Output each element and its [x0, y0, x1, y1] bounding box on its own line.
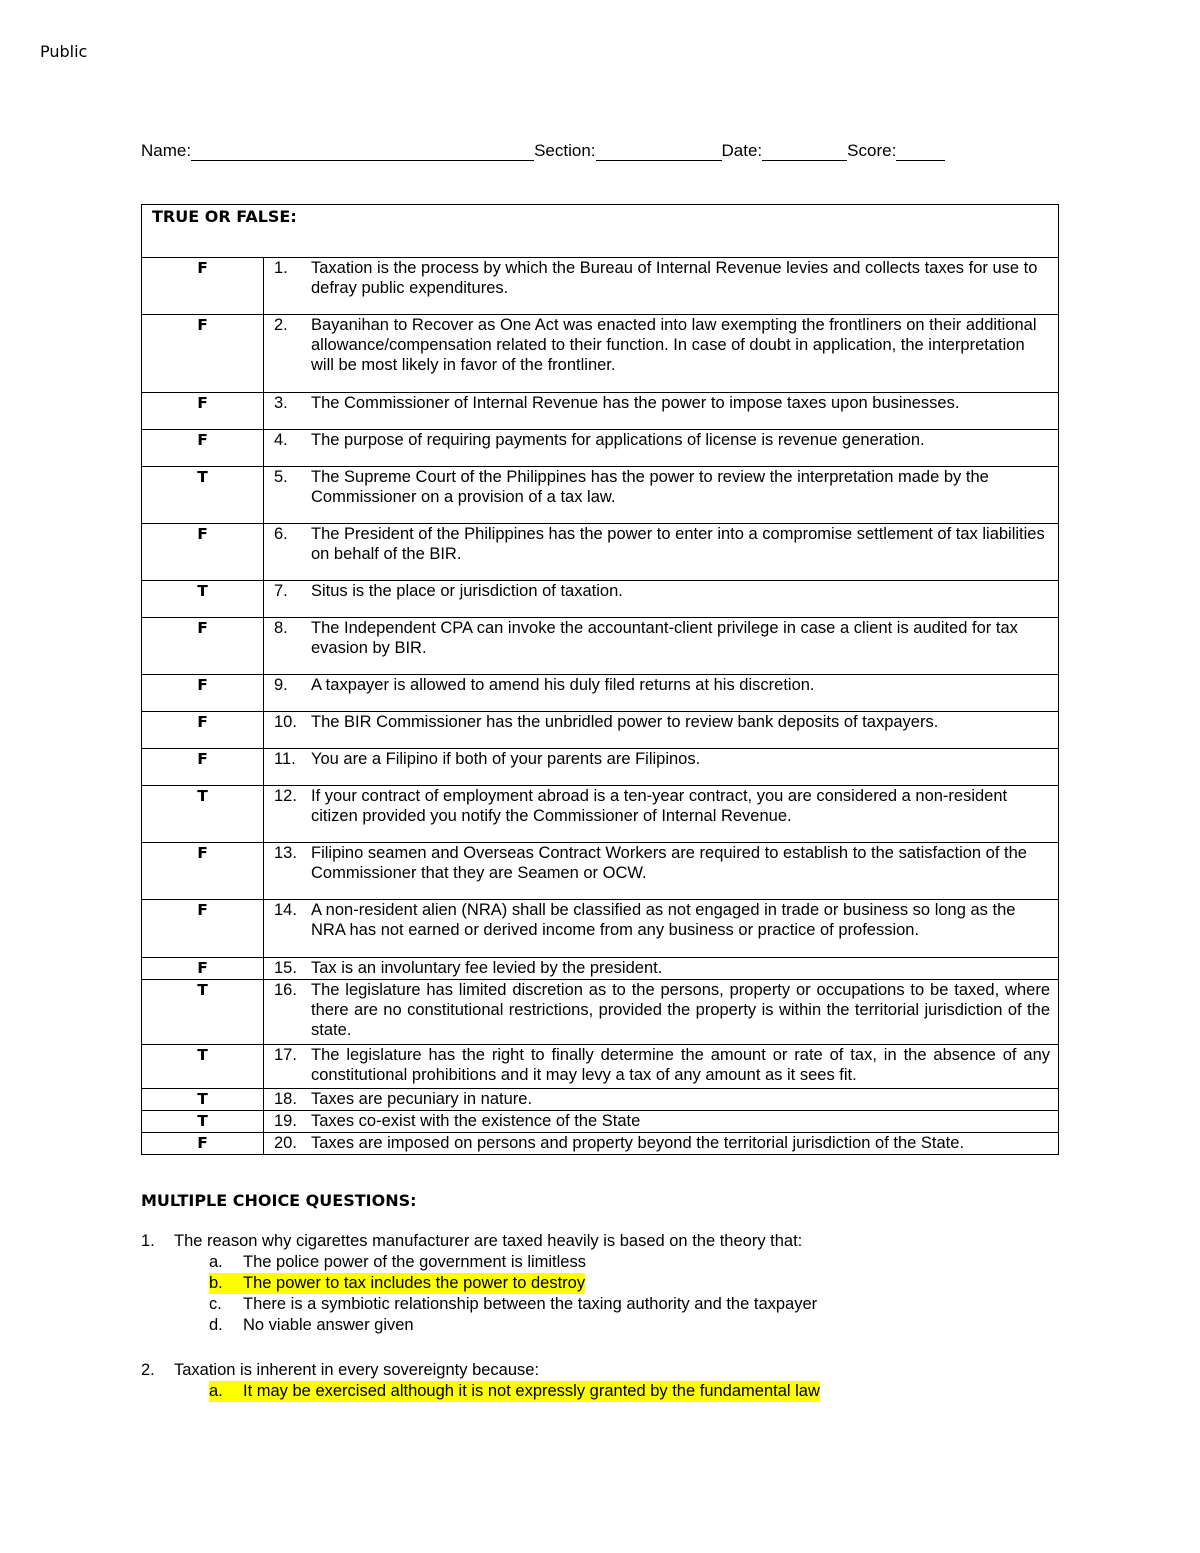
name-blank[interactable] — [191, 142, 534, 161]
mc-option-letter: c. — [209, 1295, 222, 1313]
tf-number: 15. — [274, 959, 297, 977]
tf-row — [142, 1111, 1059, 1133]
tf-answer: T — [142, 786, 264, 843]
mc-option-text: There is a symbiotic relationship between the taxing authority and the taxpayer — [243, 1295, 818, 1313]
date-blank[interactable] — [762, 142, 847, 161]
mc-question-text: Taxation is inherent in every sovereignty because: — [174, 1361, 540, 1379]
score-blank[interactable] — [896, 142, 945, 161]
tf-statement: The legislature has the right to finally determine the amount or rate of tax, in the absence of any constitutional prohibitions and it may levy a tax of any amount as it sees fit. — [311, 1046, 1050, 1084]
tf-answer: T — [142, 1045, 264, 1089]
tf-statement: The purpose of requiring payments for applications of license is revenue generation. — [311, 431, 925, 449]
tf-row — [142, 618, 1059, 675]
tf-number: 1. — [274, 259, 288, 277]
tf-row — [142, 980, 1059, 1045]
tf-row — [142, 430, 1059, 467]
tf-number: 14. — [274, 901, 297, 919]
tf-statement: Taxes are imposed on persons and property beyond the territorial jurisdiction of the State. — [311, 1134, 965, 1152]
tf-row — [142, 315, 1059, 393]
tf-answer: T — [142, 467, 264, 524]
tf-number: 17. — [274, 1046, 297, 1064]
tf-number: 7. — [274, 582, 288, 600]
tf-statement: Bayanihan to Recover as One Act was enacted into law exempting the frontliners on their additional allowance/compensation related to their function. In case of doubt in application, the interpretation will be most likely in favor of the frontliner. — [311, 316, 1037, 374]
tf-number: 5. — [274, 468, 288, 486]
student-info-line — [141, 141, 945, 161]
tf-answer: T — [142, 1089, 264, 1111]
tf-statement: The Supreme Court of the Philippines has the power to review the interpretation made by the Commissioner on a provision of a tax law. — [311, 468, 989, 506]
tf-row — [142, 843, 1059, 900]
tf-number: 18. — [274, 1090, 297, 1108]
tf-statement: Tax is an involuntary fee levied by the president. — [311, 959, 663, 977]
tf-answer: F — [142, 1133, 264, 1155]
mc-option-text: The police power of the government is limitless — [243, 1253, 586, 1271]
tf-number: 13. — [274, 844, 297, 862]
mc-option-letter: b. — [209, 1274, 223, 1292]
tf-answer: F — [142, 430, 264, 467]
tf-number: 12. — [274, 787, 297, 805]
mc-option — [209, 1294, 1061, 1315]
tf-number: 11. — [274, 750, 296, 768]
tf-row — [142, 786, 1059, 843]
tf-row — [142, 581, 1059, 618]
tf-row — [142, 1045, 1059, 1089]
mc-option-letter: a. — [209, 1382, 223, 1400]
tf-answer: F — [142, 958, 264, 980]
tf-answer: F — [142, 712, 264, 749]
mc-question — [141, 1231, 1061, 1252]
tf-row — [142, 749, 1059, 786]
tf-row — [142, 1133, 1059, 1155]
answer-highlight — [209, 1381, 820, 1402]
multiple-choice-title: MULTIPLE CHOICE QUESTIONS: — [141, 1191, 417, 1210]
tf-statement: A non-resident alien (NRA) shall be classified as not engaged in trade or business so long as the NRA has not earned or derived income from any business or practice of profession. — [311, 901, 1016, 939]
tf-answer: F — [142, 900, 264, 958]
tf-statement: The Commissioner of Internal Revenue has the power to impose taxes upon businesses. — [311, 394, 960, 412]
multiple-choice-section — [141, 1190, 1061, 1402]
tf-row — [142, 467, 1059, 524]
tf-statement: A taxpayer is allowed to amend his duly filed returns at his discretion. — [311, 676, 815, 694]
mc-option-text: It may be exercised although it is not expressly granted by the fundamental law — [243, 1382, 820, 1400]
tf-number: 8. — [274, 619, 288, 637]
tf-number: 9. — [274, 676, 288, 694]
true-false-table — [141, 204, 1059, 1155]
classification-label: Public — [40, 42, 88, 61]
mc-question-number: 2. — [141, 1361, 155, 1379]
mc-option-letter: d. — [209, 1316, 223, 1334]
mc-option-highlighted — [209, 1273, 1061, 1294]
mc-option-text: The power to tax includes the power to destroy — [243, 1274, 586, 1292]
mc-option — [209, 1315, 1061, 1336]
mc-question-number: 1. — [141, 1232, 155, 1250]
tf-row — [142, 900, 1059, 958]
tf-statement: Filipino seamen and Overseas Contract Workers are required to establish to the satisfaction of the Commissioner that they are Seamen or OCW. — [311, 844, 1027, 882]
tf-number: 20. — [274, 1134, 297, 1152]
tf-number: 16. — [274, 981, 297, 999]
tf-answer: F — [142, 843, 264, 900]
tf-row — [142, 258, 1059, 315]
tf-answer: F — [142, 315, 264, 393]
tf-answer: F — [142, 749, 264, 786]
tf-number: 6. — [274, 525, 288, 543]
tf-row — [142, 958, 1059, 980]
tf-number: 19. — [274, 1112, 297, 1130]
tf-statement: Taxes co-exist with the existence of the State — [311, 1112, 641, 1130]
score-label: Score: — [847, 141, 897, 160]
tf-number: 10. — [274, 713, 297, 731]
tf-statement: You are a Filipino if both of your parents are Filipinos. — [311, 750, 701, 768]
tf-statement: Taxation is the process by which the Bureau of Internal Revenue levies and collects taxes for use to defray public expenditures. — [311, 259, 1038, 297]
true-false-title: TRUE OR FALSE: — [142, 205, 1059, 258]
tf-statement: The BIR Commissioner has the unbridled power to review bank deposits of taxpayers. — [311, 713, 939, 731]
tf-answer: F — [142, 258, 264, 315]
mc-option — [209, 1252, 1061, 1273]
tf-statement: If your contract of employment abroad is a ten-year contract, you are considered a non-resident citizen provided you notify the Commissioner of Internal Revenue. — [311, 787, 1008, 825]
mc-option-text: No viable answer given — [243, 1316, 414, 1334]
tf-answer: F — [142, 524, 264, 581]
tf-statement: The Independent CPA can invoke the accountant-client privilege in case a client is audited for tax evasion by BIR. — [311, 619, 1018, 657]
mc-question-text: The reason why cigarettes manufacturer are taxed heavily is based on the theory that: — [174, 1232, 803, 1250]
tf-row — [142, 393, 1059, 430]
tf-row — [142, 524, 1059, 581]
section-blank[interactable] — [596, 142, 722, 161]
tf-answer: F — [142, 393, 264, 430]
tf-statement: The President of the Philippines has the power to enter into a compromise settlement of tax liabilities on behalf of the BIR. — [311, 525, 1045, 563]
tf-row — [142, 1089, 1059, 1111]
section-label: Section: — [534, 141, 596, 160]
tf-statement: Situs is the place or jurisdiction of taxation. — [311, 582, 623, 600]
tf-number: 2. — [274, 316, 288, 334]
tf-answer: T — [142, 581, 264, 618]
answer-highlight — [209, 1273, 585, 1294]
tf-answer: F — [142, 618, 264, 675]
name-label: Name: — [141, 141, 192, 160]
tf-answer: T — [142, 1111, 264, 1133]
tf-number: 4. — [274, 431, 288, 449]
mc-option-letter: a. — [209, 1253, 223, 1271]
tf-row — [142, 675, 1059, 712]
date-label: Date: — [721, 141, 763, 160]
tf-statement: The legislature has limited discretion as to the persons, property or occupations to be taxed, where there are no constitutional restrictions, provided the property is within the territorial jurisdiction of the state. — [311, 981, 1050, 1039]
tf-statement: Taxes are pecuniary in nature. — [311, 1090, 533, 1108]
tf-answer: T — [142, 980, 264, 1045]
mc-question — [141, 1360, 1061, 1381]
tf-row — [142, 712, 1059, 749]
tf-answer: F — [142, 675, 264, 712]
mc-option-highlighted — [209, 1381, 1061, 1402]
tf-number: 3. — [274, 394, 288, 412]
